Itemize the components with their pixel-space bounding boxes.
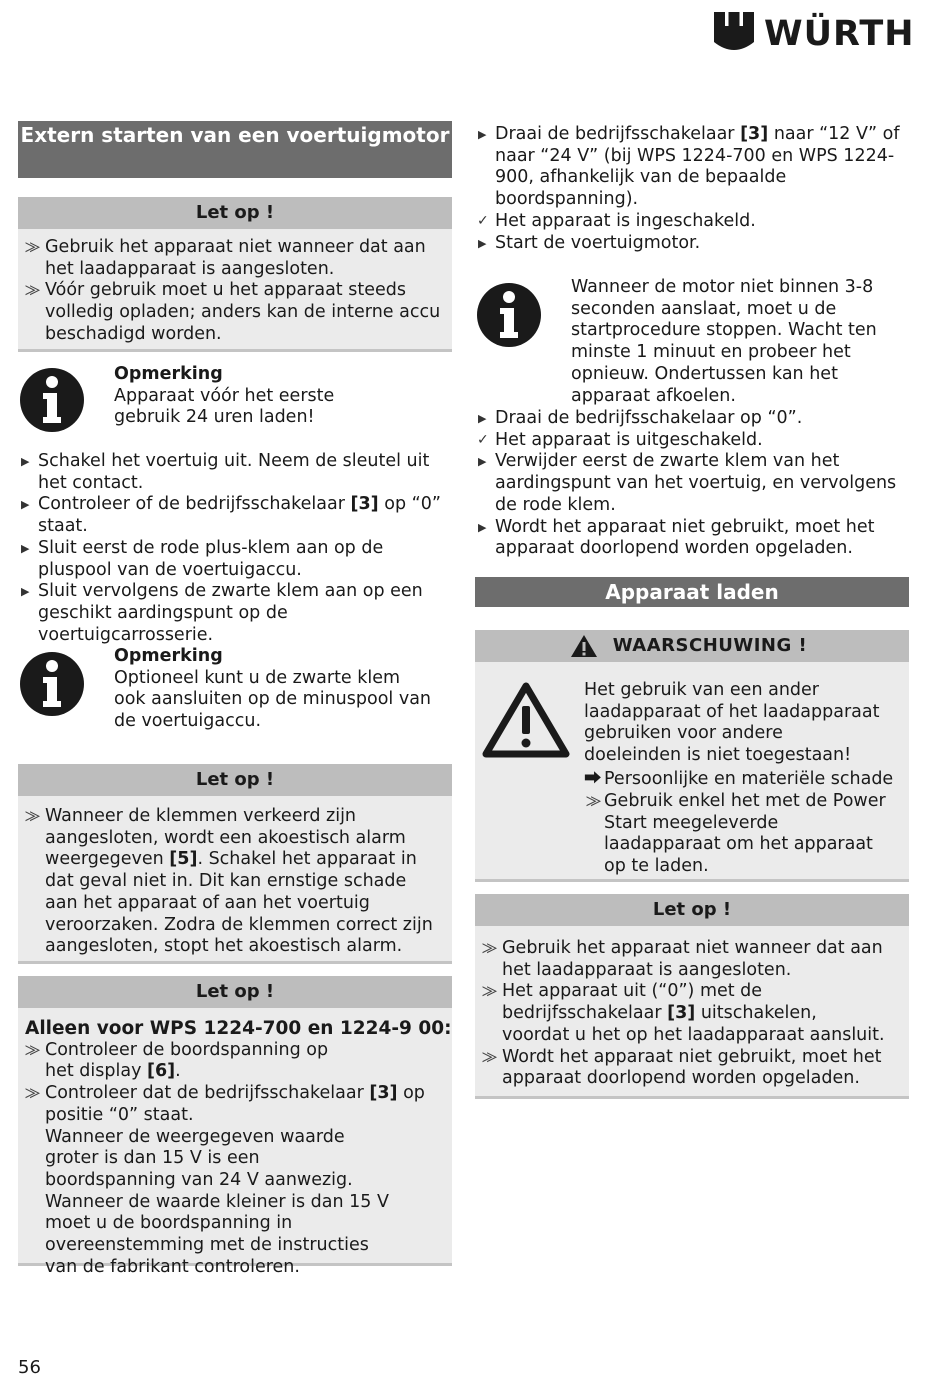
warning-small-icon: [570, 634, 598, 658]
caution-list: [475, 938, 909, 1090]
note-2: [114, 646, 434, 733]
page-number: 56: [18, 1357, 41, 1378]
result-item: ✓ Het apparaat is uitgeschakeld.: [475, 430, 909, 452]
warning-text: Het gebruik van een ander laadapparaat of het laadapparaat gebruiken voor andere doeleinden is niet toegestaan!: [584, 680, 880, 766]
warning-box: [475, 630, 909, 882]
caution-heading: Let op !: [18, 197, 452, 229]
list-item: ⨠ Gebruik het apparaat niet wanneer dat aan het laadapparaat is aangesloten.: [18, 237, 452, 280]
caution-extra-text: Wanneer de weergegeven waarde groter is dan 15 V is een boordspanning van 24 V aanwezig. Wanneer de waarde kleiner is dan 15 V moet u de boordspanning in overeenstemming met de instructies van de fabrikant controleren.: [45, 1126, 389, 1277]
step-item: ▶ Start de voertuigmotor.: [475, 233, 909, 255]
steps-list-1: [18, 451, 452, 646]
caution-box-1: [18, 197, 452, 352]
list-item: ⨠ Wordt het apparaat niet gebruikt, moet het apparaat doorlopend worden opgeladen.: [475, 1047, 909, 1090]
caution-box-4: [475, 894, 909, 1099]
info-icon: [476, 282, 542, 348]
list-item: ⨠ Wanneer de klemmen verkeerd zijn aangesloten, wordt een akoestisch alarm weergegeven [5]. Schakel het apparaat in dat geval niet in. Dit kan ernstige schade aan het apparaat of aan het voertuig veroorzaken. Zodra de klemmen correct zijn aangesloten, stopt het akoestisch alarm.: [18, 806, 452, 958]
step-item: ▶ Verwijder eerst de zwarte klem van het aardingspunt van het voertuig, en vervolgens de rode klem.: [475, 451, 909, 516]
caution-heading: Let op !: [18, 764, 452, 796]
note-text: Apparaat vóór het eerste gebruik 24 uren laden!: [114, 385, 335, 428]
brand-logo: [714, 12, 915, 56]
warning-heading: WAARSCHUWING !: [475, 630, 909, 662]
step-item: ▶ Sluit vervolgens de zwarte klem aan op een geschikt aardingspunt op de voertuigcarrosserie.: [18, 581, 452, 646]
step-item: ▶ Wordt het apparaat niet gebruikt, moet het apparaat doorlopend worden opgeladen.: [475, 517, 909, 560]
caution-list: [18, 1040, 452, 1127]
step-item: ▶ Draai de bedrijfsschakelaar [3] naar “12 V” of naar “24 V” (bij WPS 1224-700 en WPS 1224-900, afhankelijk van de bepaalde boordspanning).: [475, 124, 909, 211]
warning-action: ⨠ Gebruik enkel het met de Power Start meegeleverde laadapparaat om het apparaat op te laden.: [586, 791, 886, 877]
chevron-icon: ⨠: [586, 794, 602, 809]
caution-subheading: Alleen voor WPS 1224-700 en 1224-9 00:: [25, 1018, 452, 1039]
caution-box-3: [18, 976, 452, 1277]
section-title-apparaat-laden: Apparaat laden: [475, 577, 909, 607]
section-title-extern-starten: Extern starten van een voertuigmotor: [18, 121, 452, 178]
note-1: [114, 364, 444, 429]
wurth-logo-mark-icon: [714, 12, 754, 54]
caution-box-2: [18, 764, 452, 964]
arrow-right-icon: ⮕: [584, 769, 602, 789]
warning-icon: [482, 680, 570, 760]
caution-heading: Let op !: [18, 976, 452, 1008]
note-title: Opmerking: [114, 646, 223, 666]
caution-list: [18, 237, 452, 346]
list-item: ⨠ Gebruik het apparaat niet wanneer dat aan het laadapparaat is aangesloten.: [475, 938, 909, 981]
list-item: ⨠ Vóór gebruik moet u het apparaat steeds volledig opladen; anders kan de interne accu beschadigd worden.: [18, 280, 452, 345]
note-title: Opmerking: [114, 364, 223, 384]
list-item: ⨠ Het apparaat uit (“0”) met de bedrijfsschakelaar [3] uitschakelen, voordat u het op het laadapparaat aansluit.: [475, 981, 909, 1046]
steps-list-2: [475, 124, 909, 254]
list-item: ⨠ Controleer dat de bedrijfsschakelaar [3] op positie “0” staat.: [18, 1083, 452, 1126]
warning-consequence: ⮕ Persoonlijke en materiële schade: [584, 769, 894, 789]
step-item: ▶ Sluit eerst de rode plus-klem aan op de pluspool van de voertuigaccu.: [18, 538, 452, 581]
caution-heading: Let op !: [475, 894, 909, 926]
info-note-text: Wanneer de motor niet binnen 3-8 seconden aanslaat, moet u de startprocedure stoppen. Wacht ten minste 1 minuut en probeer het opnieuw. Ondertussen kan het apparaat afkoelen.: [571, 277, 877, 406]
list-item: ⨠ Controleer de boordspanning op het display [6].: [18, 1040, 452, 1083]
note-text: Optioneel kunt u de zwarte klem ook aansluiten op de minuspool van de voertuigaccu.: [114, 667, 432, 732]
step-item: ▶ Draai de bedrijfsschakelaar op “0”.: [475, 408, 909, 430]
step-item: ▶ Controleer of de bedrijfsschakelaar [3] op “0” staat.: [18, 494, 452, 537]
caution-list: [18, 806, 452, 958]
info-icon: [19, 367, 85, 433]
result-item: ✓ Het apparaat is ingeschakeld.: [475, 211, 909, 233]
step-item: ▶ Schakel het voertuig uit. Neem de sleutel uit het contact.: [18, 451, 452, 494]
brand-name: WÜRTH: [764, 14, 915, 54]
steps-list-3: [475, 408, 909, 560]
info-icon: [19, 651, 85, 717]
